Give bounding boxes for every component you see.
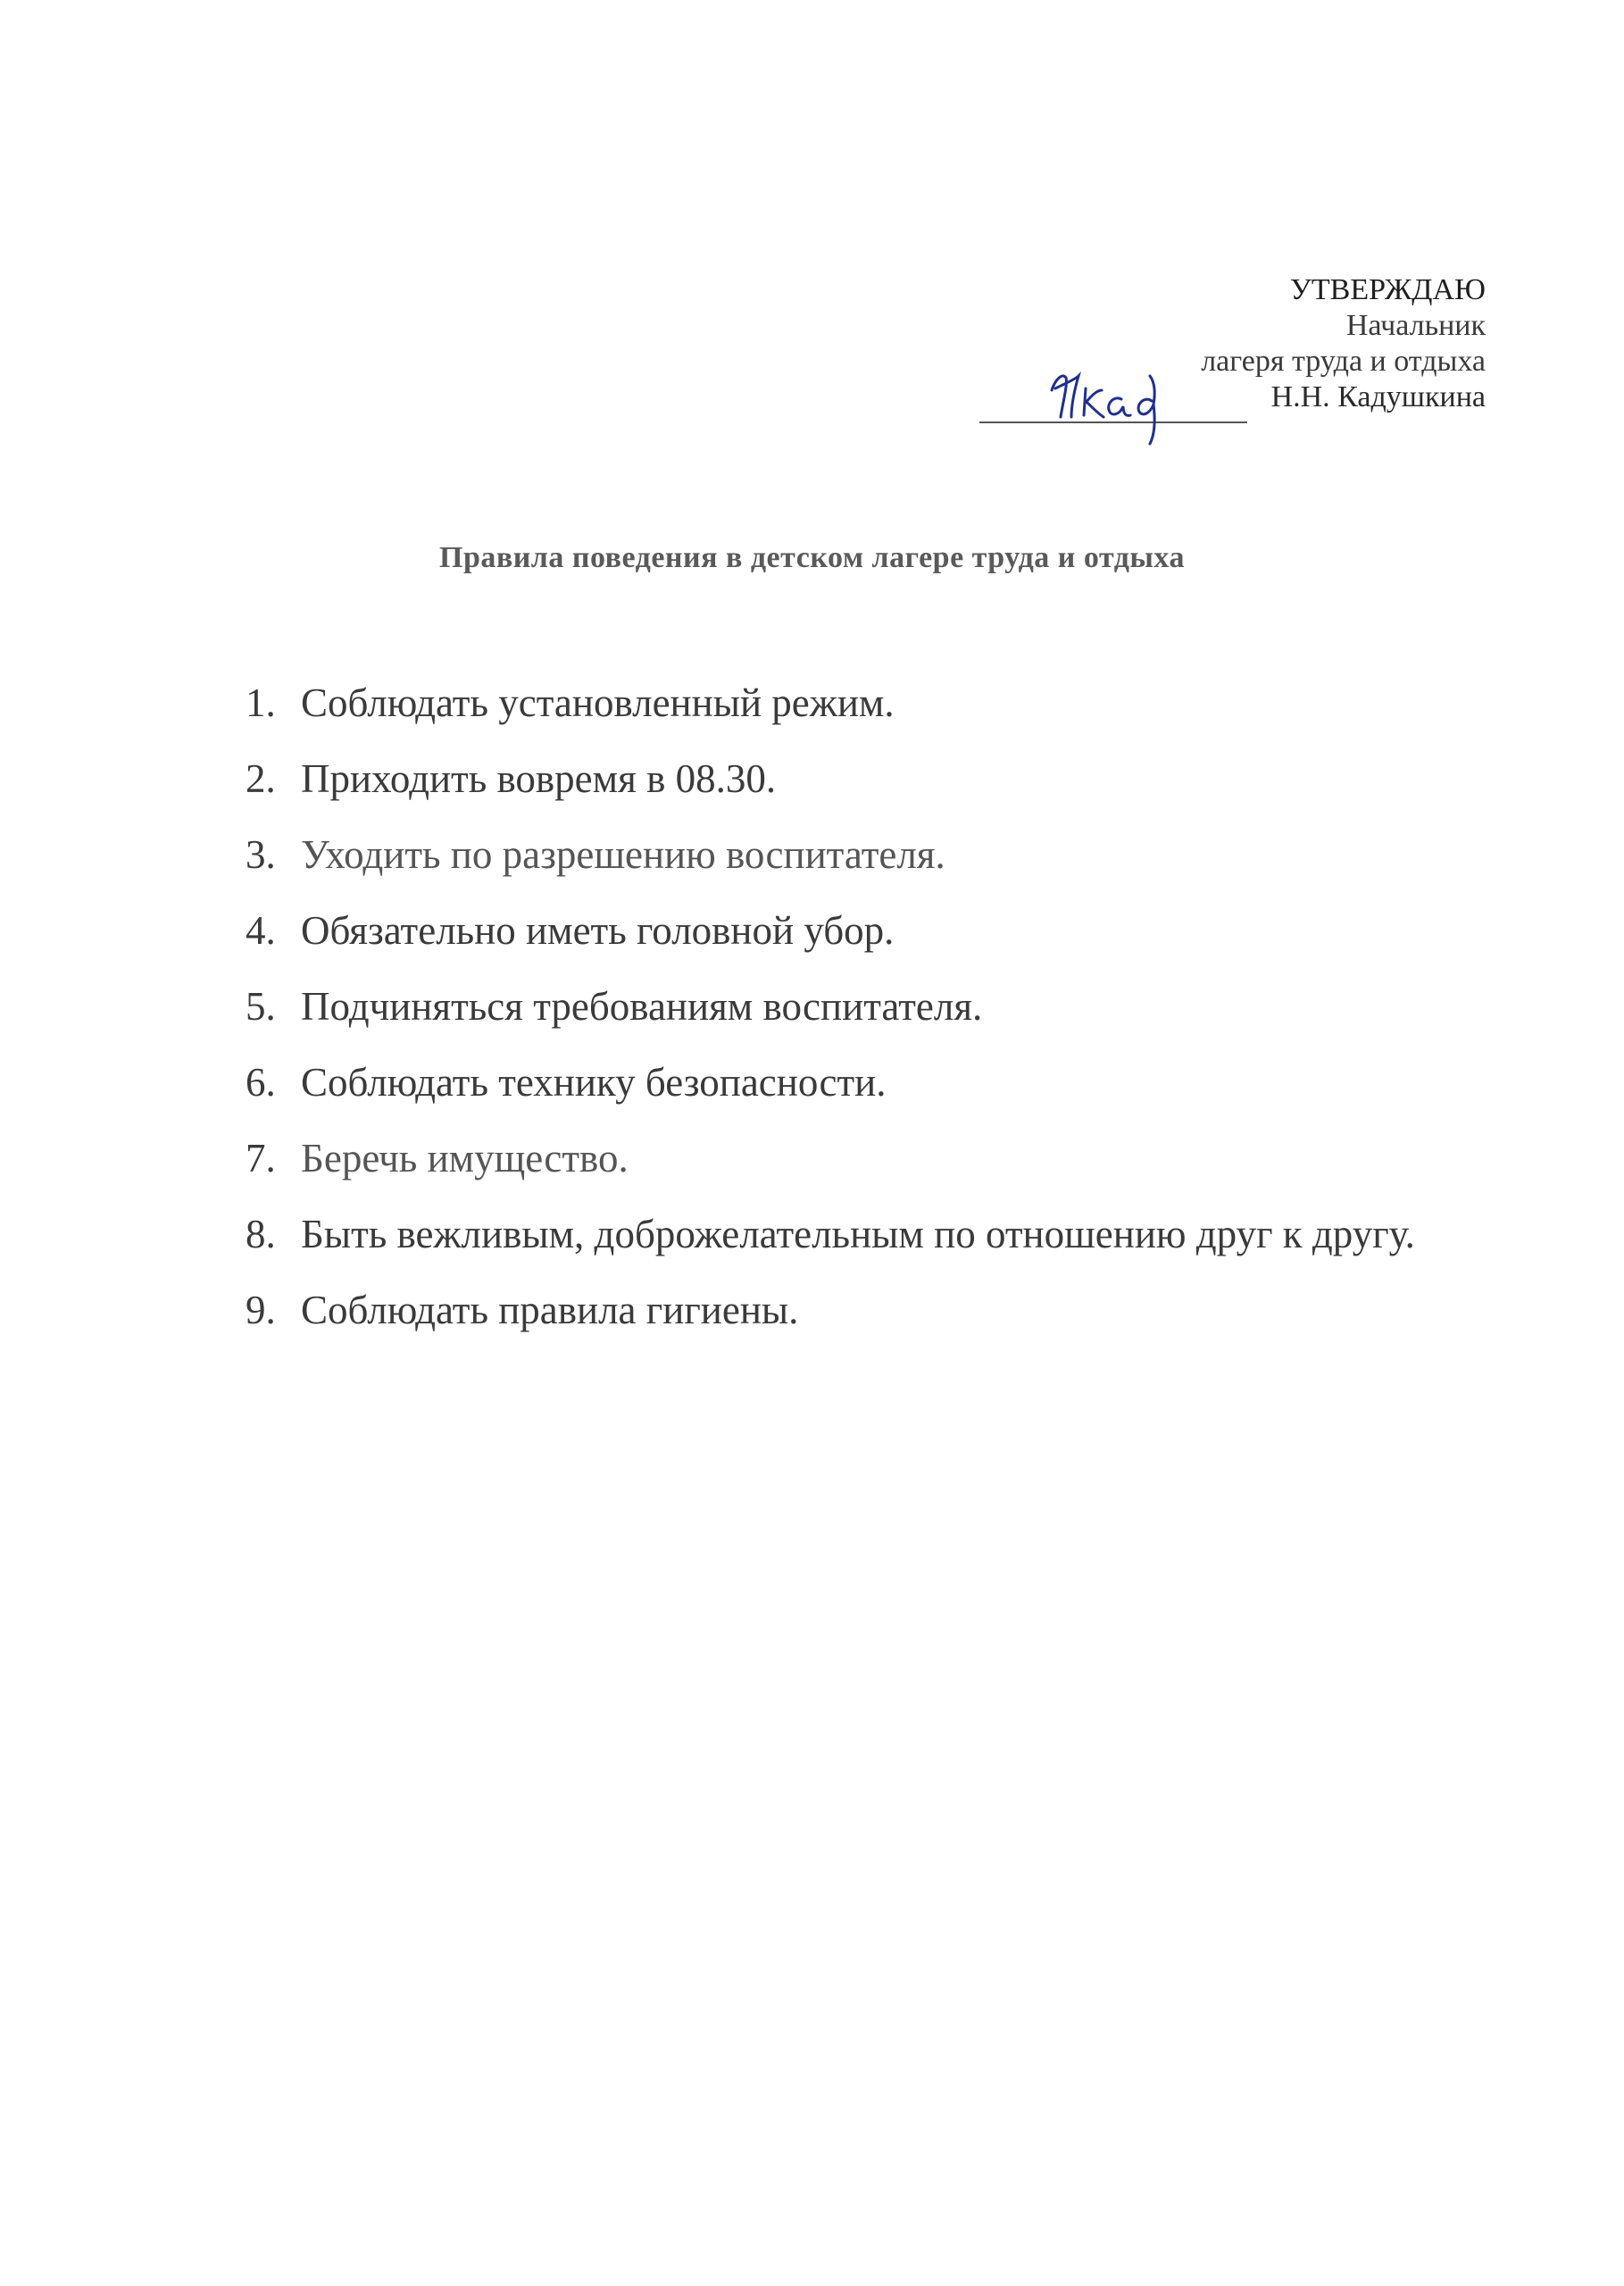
signature-icon — [1036, 353, 1205, 451]
rule-number: 6. — [246, 1060, 276, 1105]
list-item — [246, 1197, 1460, 1272]
rule-number: 8. — [246, 1212, 276, 1256]
list-item — [246, 665, 1460, 741]
approval-heading: УТВЕРЖДАЮ — [1289, 273, 1486, 306]
rule-number: 2. — [246, 756, 276, 801]
rule-text: Соблюдать технику безопасности. — [301, 1060, 887, 1105]
rule-text: Уходить по разрешению воспитателя. — [301, 832, 945, 877]
rule-text: Соблюдать правила гигиены. — [301, 1288, 799, 1332]
document-title: Правила поведения в детском лагере труда и отдыха — [439, 541, 1185, 574]
rule-text: Приходить вовремя в 08.30. — [301, 756, 777, 801]
rule-text: Соблюдать установленный режим. — [301, 680, 895, 725]
rule-number: 9. — [246, 1288, 276, 1332]
rule-text: Подчиняться требованиям воспитателя. — [301, 984, 983, 1029]
rule-number: 5. — [246, 984, 276, 1029]
list-item — [246, 1045, 1460, 1121]
rule-number: 4. — [246, 908, 276, 953]
list-item — [246, 817, 1460, 893]
list-item — [246, 969, 1460, 1045]
rule-text: Обязательно иметь головной убор. — [301, 908, 895, 953]
rule-number: 7. — [246, 1136, 276, 1181]
list-item — [246, 893, 1460, 969]
list-item — [246, 1121, 1460, 1197]
rule-text: Быть вежливым, доброжелательным по отношению друг к другу. — [301, 1212, 1415, 1256]
approval-position: Начальник — [1345, 309, 1486, 342]
list-item — [246, 741, 1460, 817]
approval-name: Н.Н. Кадушкина — [1270, 380, 1486, 413]
list-item — [246, 1272, 1460, 1348]
approval-position-org: лагеря труда и отдыха — [1201, 345, 1486, 378]
rule-text: Беречь имущество. — [301, 1136, 629, 1181]
rule-number: 3. — [246, 832, 276, 877]
rule-number: 1. — [246, 680, 276, 725]
approval-block — [1201, 272, 1486, 415]
rules-list — [246, 665, 1460, 1348]
